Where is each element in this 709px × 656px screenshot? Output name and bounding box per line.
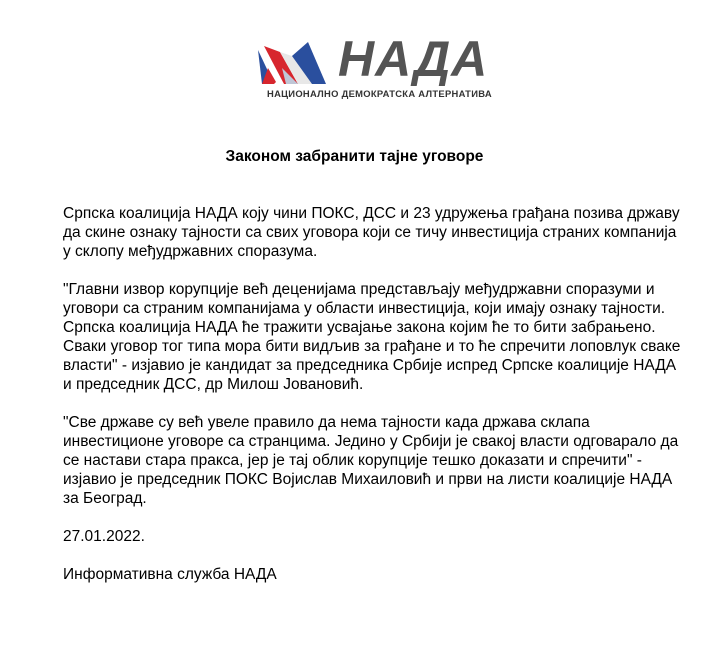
document-signature: Информативна служба НАДА	[63, 566, 277, 583]
paragraph: "Све државе су већ увеле правило да нема тајности када држава склапа инвестиционе уговоре са странцима. Једино у Србији је свакој власти одговарало да се настави стара пракса, јер је тај облик корупције тешко доказати и спречити" - изјавио је председник ПОКС Војислав Михаиловић и први на листи коалиције НАДА за Београд.	[63, 414, 679, 507]
paragraph: "Главни извор корупције већ деценијама представљају међудржавни споразуми и уговори са страним компанијама у области инвестиција, који имају ознаку тајности. Српска коалиција НАДА ће тражити усвајање закона којим ће то бити забрањено. Сваки уговор тог типа мора бити видљив за грађане и то ће спречити лоповлук сваке власти" - изјавио је кандидат за председника Србије испред Српске коалиције НАДА и председник ДСС, др Милош Јовановић.	[63, 281, 681, 393]
nada-logo	[258, 31, 492, 102]
paragraph: Српска коалиција НАДА коју чини ПОКС, ДСС и 23 удружења грађана позива државу да скине ознаку тајности са свих уговора који се тичу инвестиција страних компанија у склопу међудржавних споразума.	[63, 205, 680, 260]
nada-logo-mark-icon	[258, 42, 326, 84]
document-date: 27.01.2022.	[63, 528, 145, 545]
logo-tagline: НАЦИОНАЛНО ДЕМОКРАТСКА АЛТЕРНАТИВА	[267, 88, 492, 99]
document-title: Законом забранити тајне уговоре	[225, 148, 484, 165]
document-body	[63, 204, 688, 603]
logo-wordmark: НАДА	[338, 31, 489, 87]
